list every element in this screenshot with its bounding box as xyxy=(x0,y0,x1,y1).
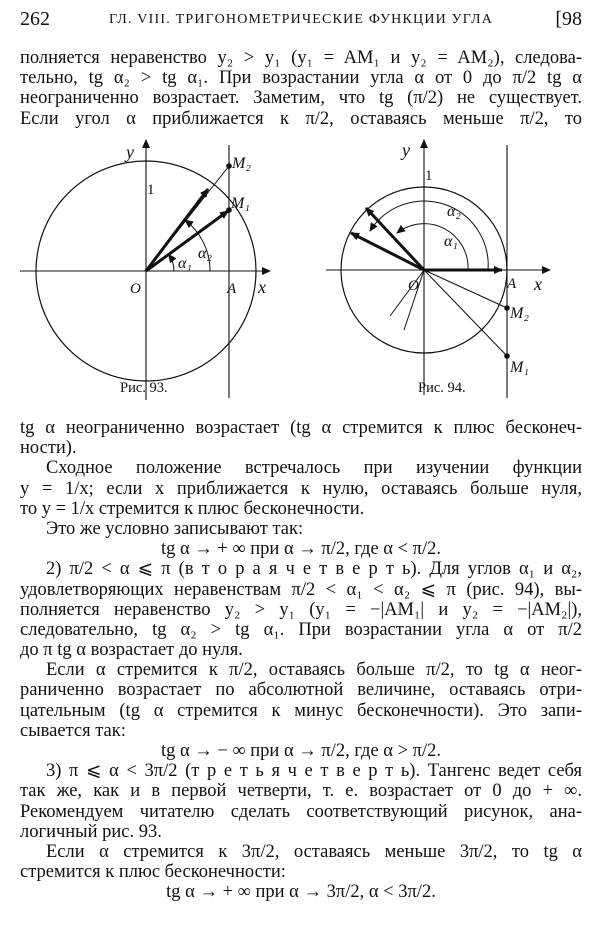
top-paragraph xyxy=(20,48,582,129)
formula-line: tg α → + ∞ при α → 3π/2, α < 3π/2. xyxy=(166,882,436,903)
unit-label: 1 xyxy=(425,168,433,184)
text-line: ности). xyxy=(20,438,77,459)
text-line: то y = 1/x стремится к плюс бесконечности. xyxy=(20,498,365,519)
point-m2-label: M₂ xyxy=(232,155,251,172)
page-number: 262 xyxy=(20,8,50,30)
figure-93-labels xyxy=(124,142,266,297)
text-line: y = 1/x; если x приближается к нулю, оставаясь больше нуля, xyxy=(20,478,582,499)
y-axis-label: y xyxy=(126,142,134,162)
text-line: так же, как и в первой четверти, т. е. возрастает от 0 до + ∞. xyxy=(20,781,582,802)
text-line: 2) π/2 < α ⩽ π (в т о р а я ч е т в е р т ь). Для углов α₁ и α₂, xyxy=(46,559,582,580)
page-header xyxy=(20,8,582,34)
text-line: тельно, tg α₂ > tg α₁. При возрастании угла α от 0 до π/2 tg α xyxy=(20,68,582,89)
point-m2-label: M₂ xyxy=(510,305,529,322)
point-a-label: A xyxy=(227,281,237,297)
alpha1-label: α₁ xyxy=(178,255,192,272)
alpha2-label: α₂ xyxy=(447,203,461,220)
arc-alpha1 xyxy=(169,254,174,271)
text-line: Сходное положение встречалось при изучении функции xyxy=(46,458,582,479)
text-line: неограниченно возрастает. Заметим, что tg (π/2) не существует. xyxy=(20,88,582,109)
arc-alpha2 xyxy=(370,201,488,270)
figure-94-labels xyxy=(400,140,542,376)
alpha2-label: α₂ xyxy=(198,245,212,262)
text-line: до π tg α возрастает до нуля. xyxy=(20,640,243,661)
text-line: сывается так: xyxy=(20,720,126,741)
figure-93-caption: Рис. 93. xyxy=(120,380,168,396)
point-m2 xyxy=(505,306,510,311)
text-line: полняется неравенство y₂ > y₁ (y₁ = AM₁ и y₂ = AM₂), следова- xyxy=(20,48,582,68)
figure-93 xyxy=(20,140,270,400)
figure-94-caption: Рис. 94. xyxy=(418,380,466,396)
vector-alpha2 xyxy=(351,233,424,270)
formula-line: tg α → + ∞ при α → π/2, где α < π/2. xyxy=(160,539,442,560)
text-line: логичный рис. 93. xyxy=(20,821,162,842)
text-line: раниченно возрастает по абсолютной величине, оставаясь отри- xyxy=(20,680,582,701)
text-line: полняется неравенство y₂ > y₁ (y₁ = −|AM₁| и y₂ = −|AM₂|), xyxy=(20,599,582,620)
text-line: следовательно, tg α₂ > tg α₁. При возрастании угла α от π/2 xyxy=(20,619,582,640)
text-line: Если угол α приближается к π/2, оставаясь меньше π/2, то xyxy=(20,108,582,129)
x-axis-label: x xyxy=(258,277,266,297)
text-line: стремится к плюс бесконечности: xyxy=(20,862,286,883)
x-axis-label: x xyxy=(534,274,542,294)
origin-label: O xyxy=(130,281,141,297)
point-a-label: A xyxy=(507,276,517,292)
origin-label: O xyxy=(408,278,419,294)
text-line: tg α неограниченно возрастает (tg α стремится к плюс бесконеч- xyxy=(20,418,582,438)
alpha1-label: α₁ xyxy=(444,233,458,250)
point-m2 xyxy=(227,164,232,169)
unit-label: 1 xyxy=(147,182,155,198)
figures-svg xyxy=(0,128,600,420)
text-line: цательным (tg α стремится к минус бесконечности). Это запи- xyxy=(20,700,582,721)
chapter-title: ГЛ. VIII. ТРИГОНОМЕТРИЧЕСКИЕ ФУНКЦИИ УГЛА xyxy=(108,12,494,27)
point-m1 xyxy=(505,354,510,359)
point-m1-label: M₁ xyxy=(231,195,250,212)
text-line: Рекомендуем читателю сделать соответствующий рисунок, ана- xyxy=(20,801,582,822)
text-line: удовлетворяющих неравенствам π/2 < α₁ < α₂ ⩽ π (рис. 94), вы- xyxy=(20,579,582,600)
ray-m2 xyxy=(424,270,507,308)
y-axis-label: y xyxy=(402,140,410,160)
body-text xyxy=(20,418,582,903)
formula-line: tg α → − ∞ при α → π/2, где α > π/2. xyxy=(160,741,442,761)
text-line: Если α стремится к 3π/2, оставаясь меньше 3π/2, то tg α xyxy=(46,841,582,862)
vector-alpha1 xyxy=(366,208,424,270)
ext-alpha2 xyxy=(390,270,424,316)
text-line: 3) π ⩽ α < 3π/2 (т р е т ь я ч е т в е р т ь). Тангенс ведет себя xyxy=(46,761,582,782)
section-number: [98 xyxy=(555,8,582,30)
text-line: Это же условно записывают так: xyxy=(46,518,304,539)
text-line: Если α стремится к π/2, оставаясь больше π/2, то tg α неог- xyxy=(46,660,582,681)
figures-area xyxy=(0,128,600,420)
point-m1-label: M₁ xyxy=(510,359,529,376)
